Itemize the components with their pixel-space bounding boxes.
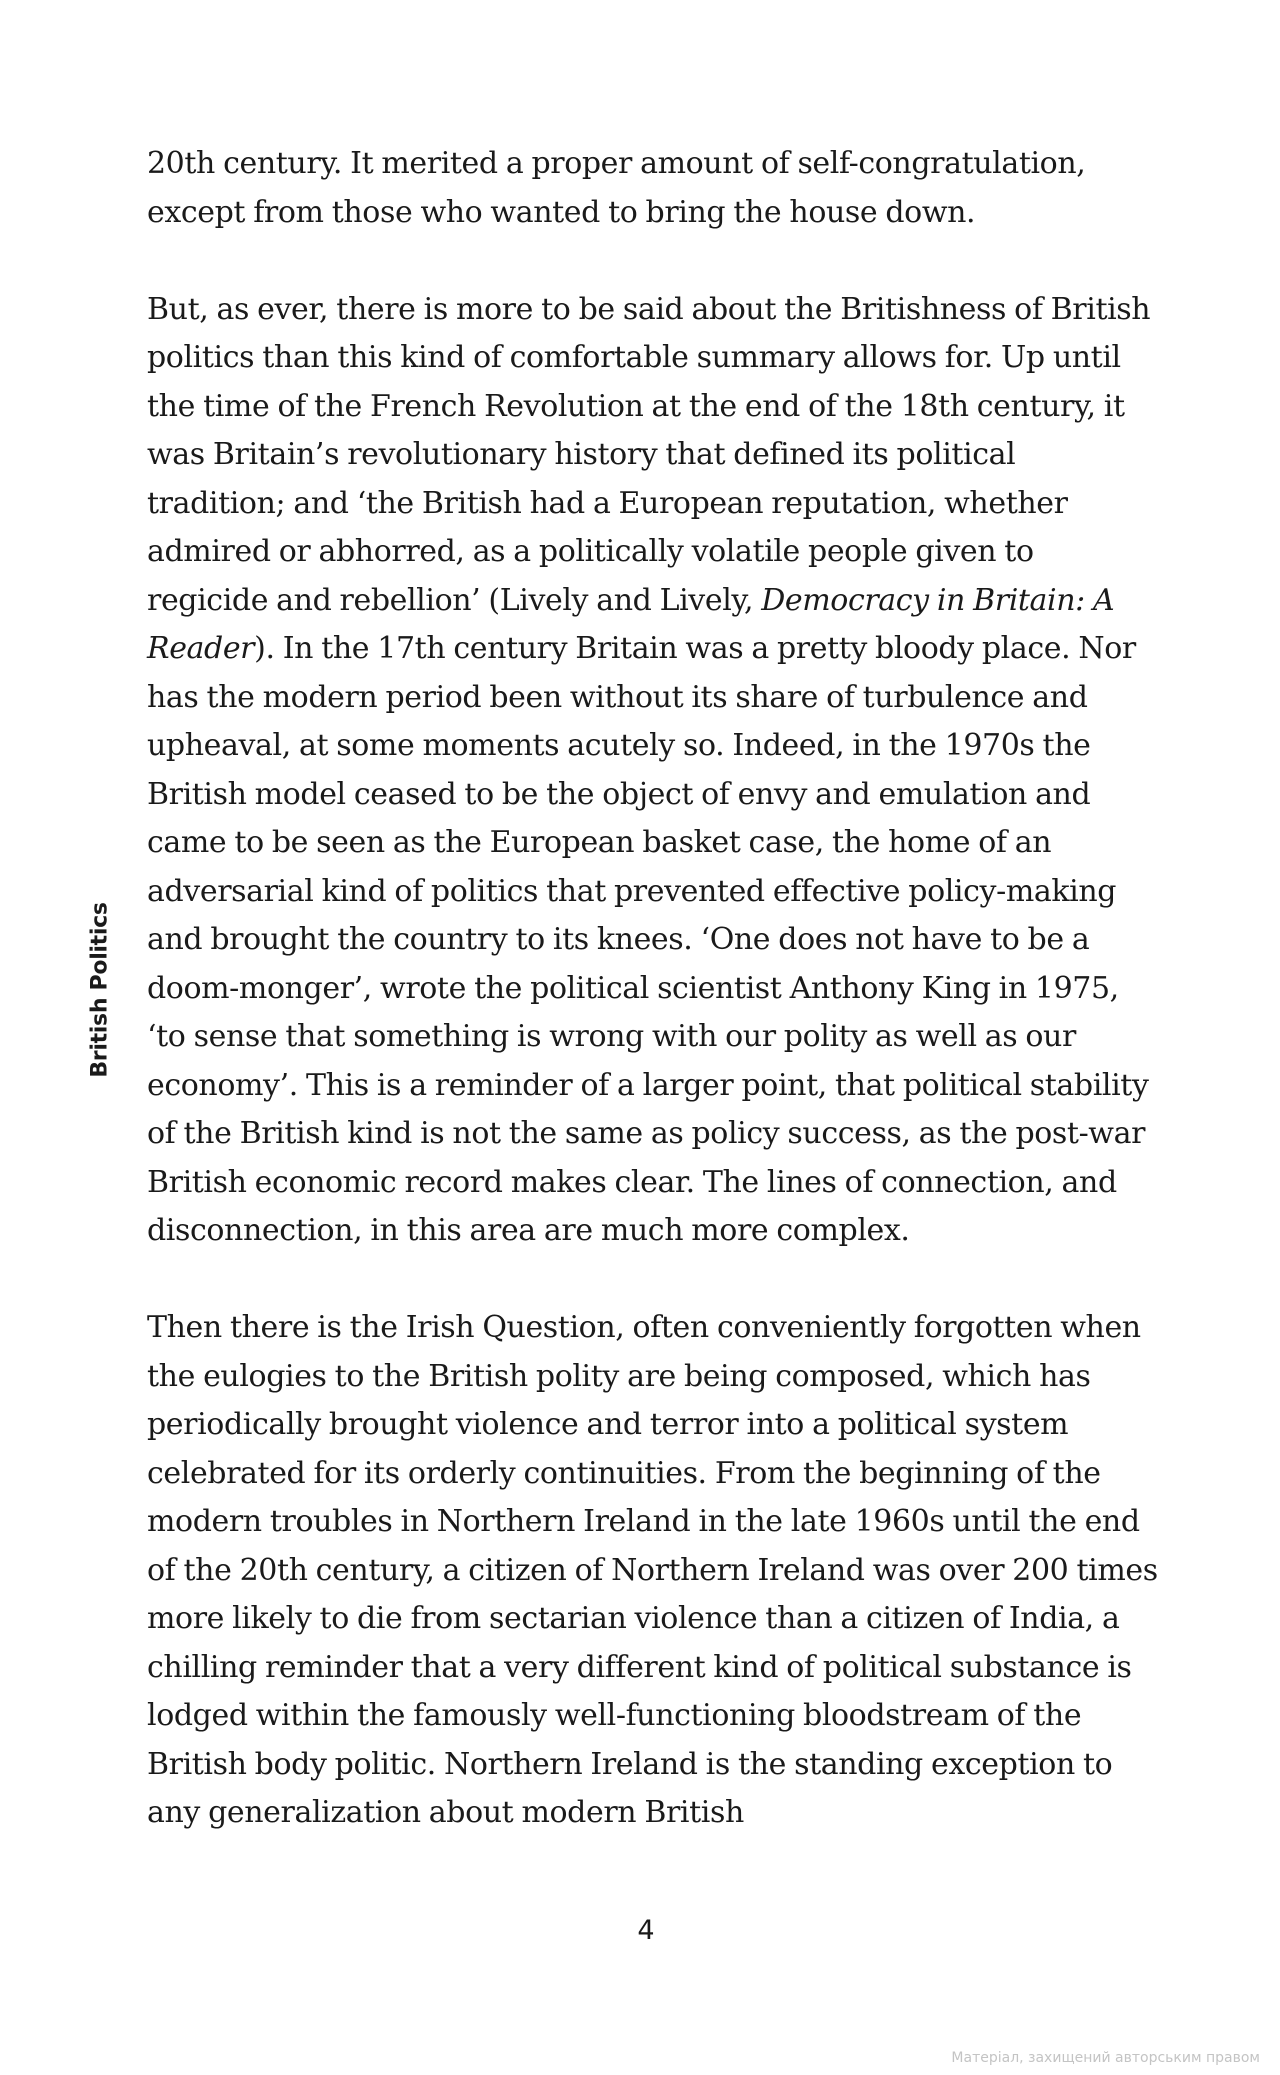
- copyright-watermark: Матеріал, захищений авторським правом: [951, 2050, 1260, 2066]
- paragraph-3: Then there is the Irish Question, often conveniently forgotten when the eulogies to the British polity are being composed, which has periodically brought violence and terror into a political system celebrated for its orderly continuities. From the beginning of the modern troubles in Northern Ireland in the late 1960s until the end of the 20th century, a citizen of Northern Ireland was over 200 times more likely to die from sectarian violence than a citizen of India, a chilling reminder that a very different kind of political substance is lodged within the famously well-functioning bloodstream of the British body politic. Northern Ireland is the standing exception to any generalization about modern British: [147, 1310, 1158, 1830]
- paragraph-2: [147, 286, 1159, 1256]
- paragraph-1: 20th century. It merited a proper amount of self-congratulation, except from those who wanted to bring the house down.: [147, 146, 1086, 230]
- paragraph-2-part-2: ). In the 17th century Britain was a pretty bloody place. Nor has the modern period been without its share of turbulence and upheaval, at some moments acutely so. Indeed, in the 1970s the British model ceased to be the object of envy and emulation and came to be seen as the European basket case, the home of an adversarial kind of politics that prevented effective policy-making and brought the country to its knees. ‘One does not have to be a doom-monger’, wrote the political scientist Anthony King in 1975, ‘to sense that something is wrong with our polity as well as our economy’. This is a reminder of a larger point, that political stability of the British kind is not the same as policy success, as the post-war British economic record makes clear. The lines of connection, and disconnection, in this area are much more complex.: [147, 631, 1149, 1248]
- page-number: 4: [637, 1915, 655, 1946]
- book-title-italic: Democracy in Britain: A Reader: [147, 582, 1115, 666]
- running-head: British Politics: [87, 902, 113, 1078]
- body-text: [147, 140, 1159, 1838]
- paragraph-2-part-1: But, as ever, there is more to be said about the Britishness of British politics than this kind of comfortable summary allows for. Up until the time of the French Revolution at the end of the 18th century, it was Britain’s revolutionary history that defined its political tradition; and ‘the British had a European reputation, whether admired or abhorred, as a politically volatile people given to regicide and rebellion’ (Lively and Lively,: [147, 291, 1151, 618]
